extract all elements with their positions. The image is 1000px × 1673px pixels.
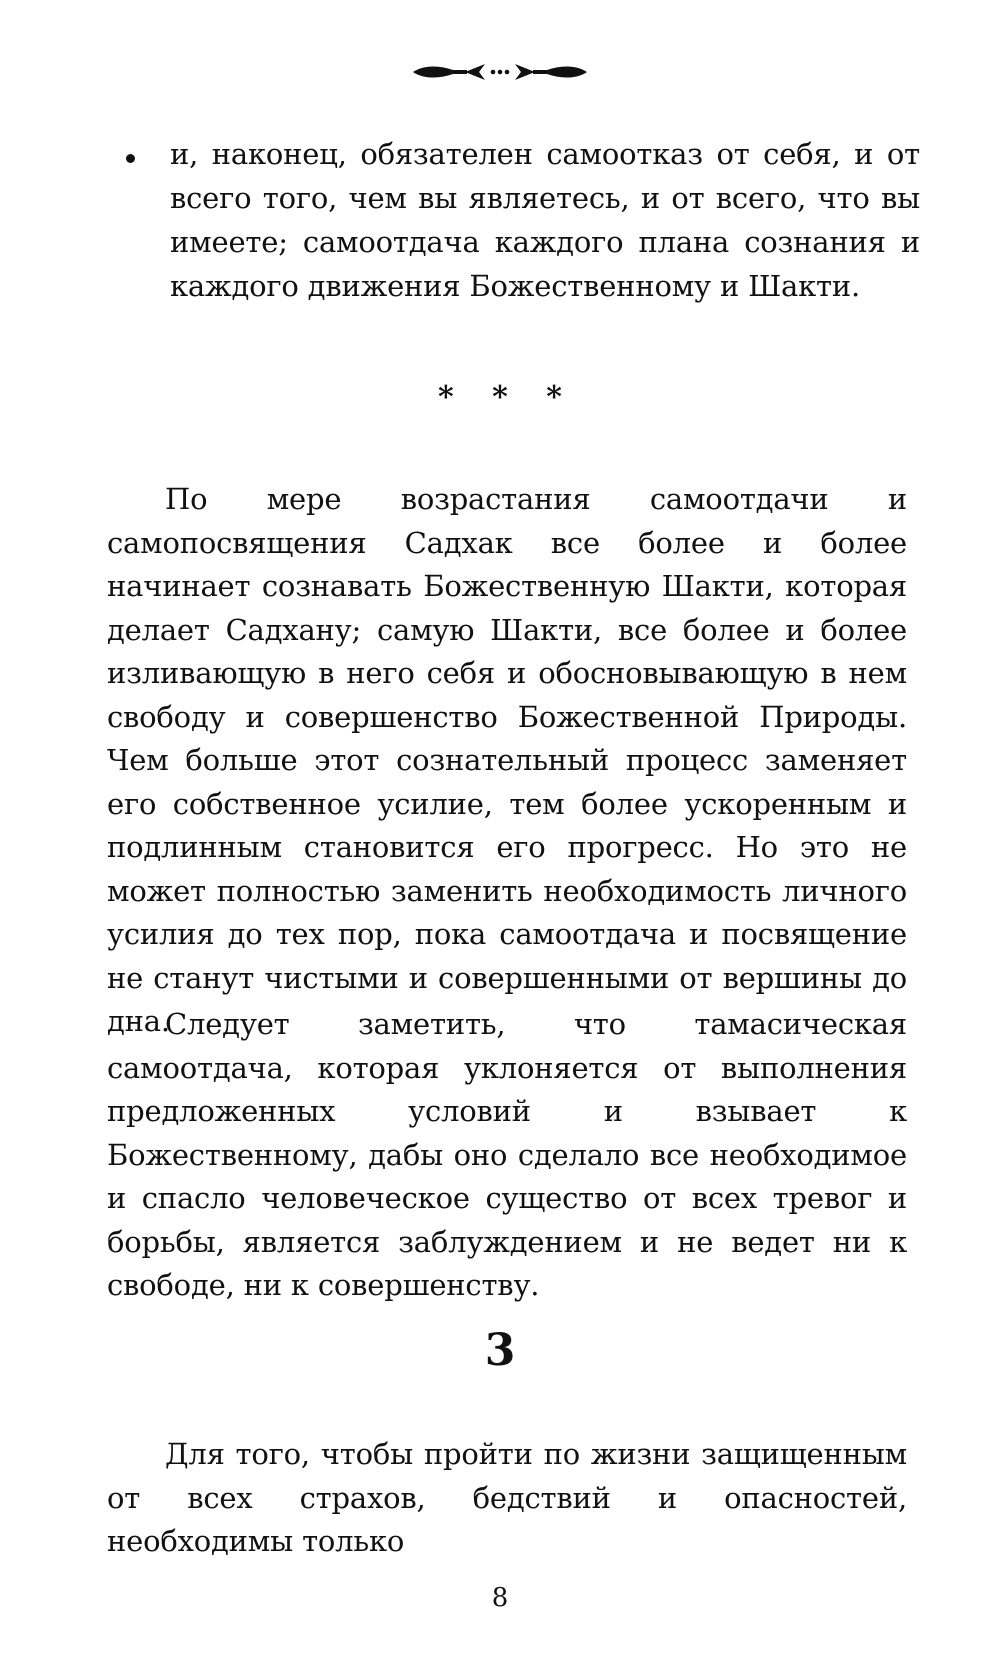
page-number: 8	[491, 1583, 509, 1613]
ornament-divider	[0, 52, 1000, 92]
paragraph-text: Следует заметить, что тамасическая самоотдача, которая уклоняется от выполнения предложенных условий и взывает к Божественному, дабы оно сделало все необходимое и спасло человеческое существо от всех тревог и борьбы, является заблуждением и не ведет ни к свободе, ни к совершенству.	[107, 1007, 907, 1302]
bullet-item	[120, 132, 920, 308]
paragraph	[107, 478, 907, 1044]
section-heading: 3	[484, 1325, 516, 1376]
paragraph	[107, 1003, 907, 1308]
paragraph-text: Для того, чтобы пройти по жизни защищенным от всех страхов, бедствий и опасностей, необходимы только	[107, 1437, 907, 1558]
section-separator: * * *	[438, 380, 576, 415]
paragraph-text: По мере возрастания самоотдачи и самопосвящения Садхак все более и более начинает сознавать Божественную Шакти, которая делает Садхану; самую Шакти, все более и более изливающую в него себя и обосновывающую в нем свободу и совершенство Божественной Природы. Чем больше этот сознательный процесс заменяет его собственное усилие, тем более ускоренным и подлинным становится его прогресс. Но это не может полностью заменить необходимость личного усилия до тех пор, пока самоотдача и посвящение не станут чистыми и совершенными от вершины до дна.	[107, 482, 907, 1038]
paragraph	[107, 1433, 907, 1564]
bullet-icon	[126, 154, 135, 163]
ornament-flourish-icon	[405, 52, 595, 92]
bullet-text: и, наконец, обязателен самоотказ от себя, и от всего того, чем вы являетесь, и от всего, что вы имеете; самоотдача каждого плана сознания и каждого движения Божественному и Шакти.	[170, 137, 920, 303]
